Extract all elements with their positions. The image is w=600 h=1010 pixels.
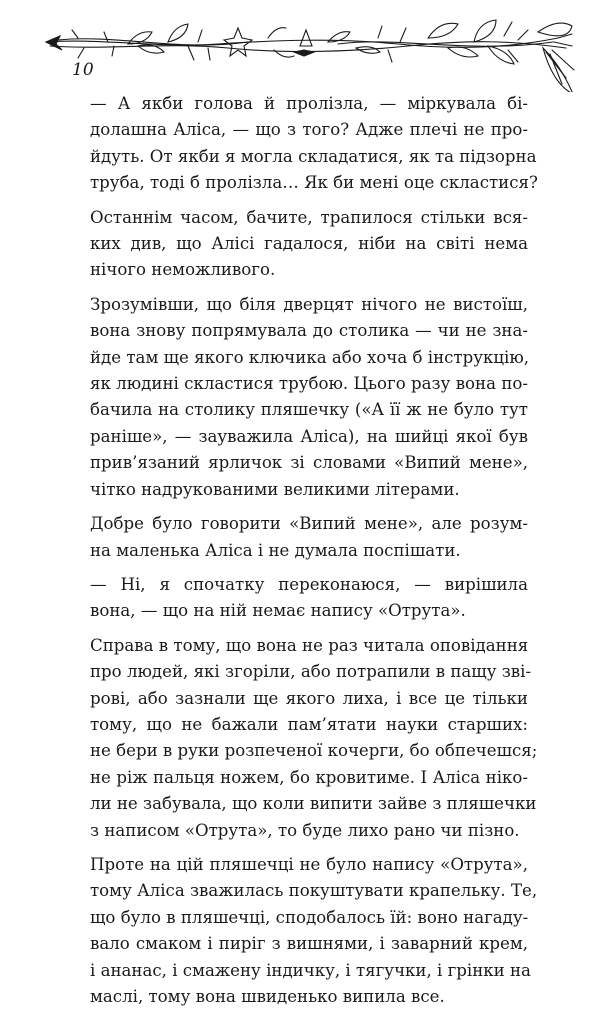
text-line: що було в пляшечці, сподобалось їй: воно нагаду- [90, 907, 529, 927]
text-line: і ананас, і смажену індичку, і тягучки, і грінки на [90, 960, 531, 980]
text-line: не бери в руки розпеченої кочерги, бо обпечешся; [90, 741, 538, 761]
text-line: Проте на цій пляшечці не було напису «Отрута», [90, 854, 528, 874]
text-line: бачила на столику пляшечку («А її ж не було тут [90, 400, 528, 420]
text-line: Добре було говорити «Випий мене», але розум- [90, 514, 528, 534]
text-line: прив’язаний ярличок зі словами «Випий мене», [90, 453, 528, 473]
text-line: з написом «Отрута», то буде лихо рано чи пізно. [90, 820, 520, 840]
paragraph [90, 572, 528, 625]
text-line: ли не забувала, що коли випити зайве з пляшечки [90, 794, 537, 814]
text-line: йде там ще якого ключика або хоча б інструкцію, [90, 347, 530, 367]
text-line: на маленька Аліса і не думала поспішати. [90, 540, 461, 560]
text-line: нічого неможливого. [90, 260, 276, 280]
text-line: рові, або зазнали ще якого лиха, і все це тільки [90, 688, 528, 708]
text-line: труба, тоді б пролізла… Як би мені оце скластися? [90, 173, 538, 193]
text-line: не ріж пальця ножем, бо кровитиме. І Аліса ніко- [90, 767, 528, 787]
text-line: Останнім часом, бачите, трапилося стільки вся- [90, 207, 528, 227]
text-line: маслі, тому вона швиденько випила все. [90, 987, 445, 1006]
text-line: — А якби голова й пролізла, — міркувала бі- [90, 94, 528, 113]
paragraph [90, 633, 538, 844]
body-text [90, 91, 538, 1010]
text-line: вало смаком і пиріг з вишнями, і заварний крем, [90, 934, 528, 954]
text-line: тому, що не бажали пам’ятати науки старших: [90, 714, 528, 734]
text-line: Зрозумівши, що біля дверцят нічого не вистоїш, [90, 294, 528, 314]
text-line: Справа в тому, що вона не раз читала оповідання [90, 635, 529, 655]
paragraph [90, 511, 528, 564]
paragraph [90, 205, 528, 284]
paragraph [90, 852, 538, 1010]
floral-vine-ornament-icon [38, 8, 578, 92]
text-line: тому Аліса зважилась покуштувати крапельку. Те, [90, 881, 538, 901]
text-line: чітко надрукованими великими літерами. [90, 479, 460, 499]
text-line: як людині скластися трубою. Цього разу вона по- [90, 374, 528, 394]
text-line: ких див, що Алісі гадалося, ніби на світі нема [90, 234, 528, 254]
text-line: раніше», — зауважила Аліса), на шийці якої був [90, 426, 528, 446]
paragraph [90, 292, 528, 503]
paragraph [90, 91, 538, 197]
text-line: — Ні, я спочатку переконаюся, — вирішила [90, 574, 528, 594]
page-number: 10 [72, 60, 94, 80]
text-line: вона, — що на ній немає напису «Отрута». [90, 601, 466, 621]
text-line: вона знову попрямувала до столика — чи не зна- [90, 321, 528, 341]
text-line: про людей, які згоріли, або потрапили в пащу зві- [90, 662, 532, 682]
text-line: йдуть. От якби я могла складатися, як та підзорна [90, 146, 537, 166]
text-line: долашна Аліса, — що з того? Адже плечі не про- [90, 120, 528, 140]
